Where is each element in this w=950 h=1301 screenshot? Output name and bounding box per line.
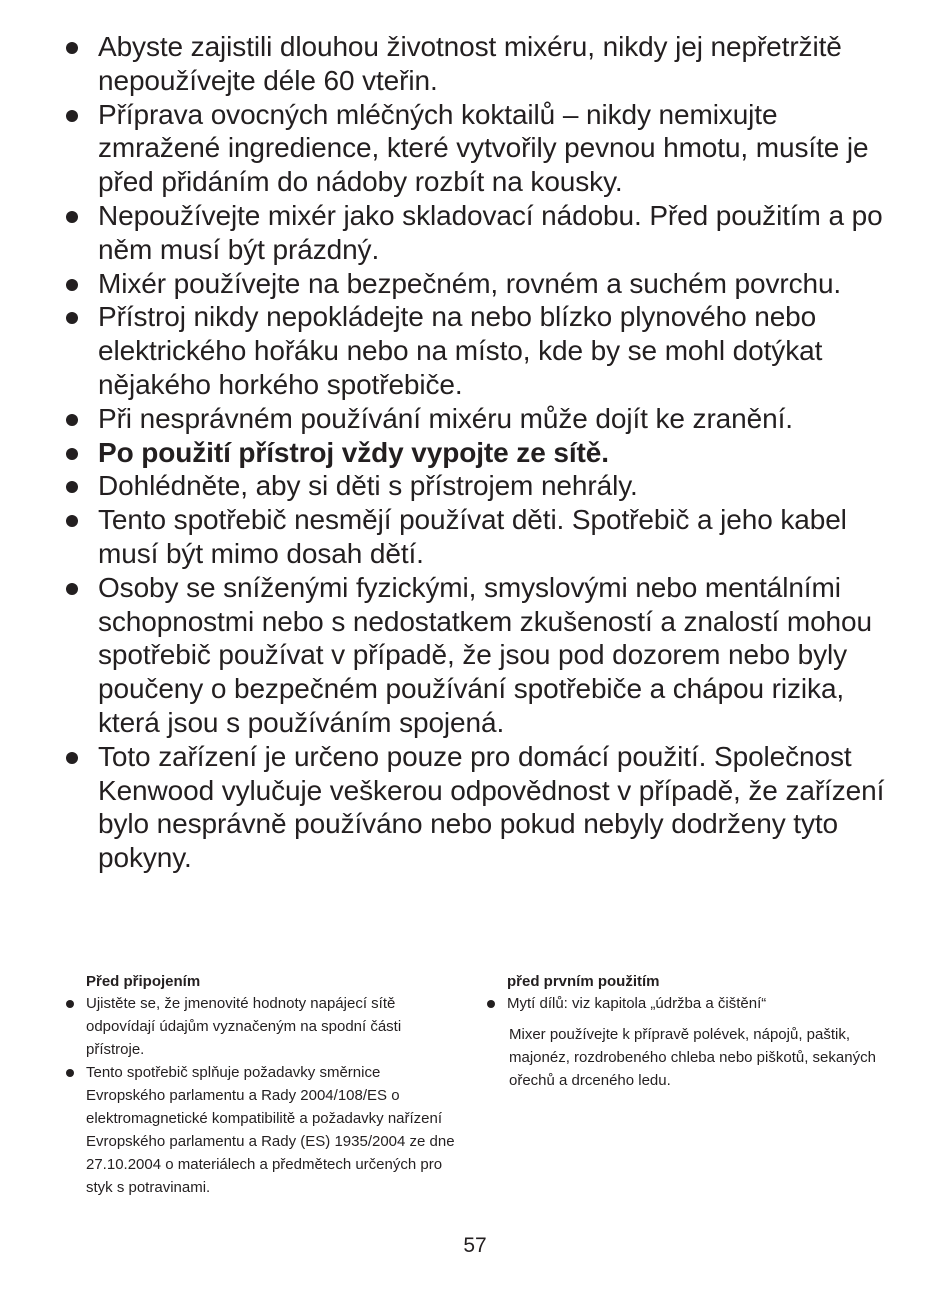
- bullet-icon: [66, 279, 78, 291]
- list-item: [484, 992, 884, 1015]
- bullet-icon: [66, 1069, 74, 1077]
- section-heading: Před připojením: [86, 973, 201, 990]
- safety-instructions-list: [63, 30, 893, 875]
- list-item-text: Dohlédněte, aby si děti s přístrojem nehrály.: [98, 470, 638, 502]
- bullet-icon: [66, 448, 78, 460]
- list-item: [63, 571, 893, 740]
- list-item: [63, 300, 893, 401]
- bullet-icon: [66, 211, 78, 223]
- list-item: [63, 469, 893, 503]
- list-item-emphasis: [63, 436, 893, 470]
- list-item-text: Přístroj nikdy nepokládejte na nebo blízko plynového nebo elektrického hořáku nebo na místo, kde by se mohl dotýkat nějakého horkého spotřebiče.: [98, 301, 823, 400]
- bullet-icon: [66, 312, 78, 324]
- bullet-icon: [66, 481, 78, 493]
- list-item: [63, 30, 893, 98]
- bullet-icon: [66, 110, 78, 122]
- bullet-icon: [66, 515, 78, 527]
- list-item: [63, 267, 893, 301]
- before-first-use-section: [484, 972, 884, 1092]
- list-item-text: Tento spotřebič nesmějí používat děti. Spotřebič a jeho kabel musí být mimo dosah dětí.: [98, 504, 847, 569]
- list-item-text: Nepoužívejte mixér jako skladovací nádobu. Před použitím a po něm musí být prázdný.: [98, 199, 883, 265]
- bullet-icon: [66, 1000, 74, 1008]
- list-item: [63, 503, 893, 571]
- list-item: [63, 992, 463, 1061]
- list-item-text: Osoby se sníženými fyzickými, smyslovými nebo mentálními schopnostmi nebo s nedostatkem zkušeností a znalostí mohou spotřebič používat v případě, že jsou pod dozorem nebo byly poučeny o bezpečném používání spotřebiče a chápou rizika, která jsou s používáním spojená.: [98, 571, 872, 738]
- list-item: [63, 199, 893, 267]
- list-item-text: Mytí dílů: viz kapitola „údržba a čištění“: [507, 995, 767, 1012]
- before-connecting-section: [63, 972, 463, 1199]
- before-first-use-list: [484, 992, 884, 1015]
- bullet-icon: [487, 1000, 495, 1008]
- section-heading: před prvním použitím: [507, 973, 660, 990]
- before-connecting-list: [63, 992, 463, 1199]
- page-number: 57: [463, 1234, 487, 1257]
- bullet-icon: [66, 583, 78, 595]
- list-item: [63, 740, 893, 875]
- list-item-text: Abyste zajistili dlouhou životnost mixéru, nikdy jej nepřetržitě nepoužívejte déle 60 vteřin.: [98, 31, 842, 96]
- list-item: [63, 98, 893, 199]
- list-item-text: Příprava ovocných mléčných koktailů – nikdy nemixujte zmražené ingredience, které vytvořily pevnou hmotu, musíte je před přidáním do nádoby rozbít na kousky.: [98, 98, 869, 198]
- list-item: [63, 402, 893, 436]
- list-item-text: Mixér používejte na bezpečném, rovném a suchém povrchu.: [98, 267, 842, 299]
- list-item-text: Po použití přístroj vždy vypojte ze sítě.: [98, 436, 609, 468]
- bullet-icon: [66, 752, 78, 764]
- list-item-text: Při nesprávném používání mixéru může dojít ke zranění.: [98, 402, 793, 434]
- list-item-text: Ujistěte se, že jmenovité hodnoty napájecí sítě odpovídají údajům vyznačeným na spodní části přístroje.: [86, 995, 402, 1058]
- bullet-icon: [66, 42, 78, 54]
- list-item-text: Tento spotřebič splňuje požadavky směrnice Evropského parlamentu a Rady 2004/108/ES o elektromagnetické kompatibilitě a požadavky nařízení Evropského parlamentu a Rady (ES) 1935/2004 ze dne 27.10.2004 o materiálech a předmětech určených pro styk s potravinami.: [86, 1064, 455, 1196]
- bullet-icon: [66, 414, 78, 426]
- list-item: [63, 1061, 463, 1199]
- list-item-text: Toto zařízení je určeno pouze pro domácí použití. Společnost Kenwood vylučuje veškerou odpovědnost v případě, že zařízení bylo nesprávně používáno nebo pokud nebyly dodrženy tyto pokyny.: [98, 740, 885, 874]
- usage-paragraph: Mixer používejte k přípravě polévek, nápojů, paštik, majonéz, rozdrobeného chleba nebo piškotů, sekaných ořechů a drceného ledu.: [509, 1026, 876, 1089]
